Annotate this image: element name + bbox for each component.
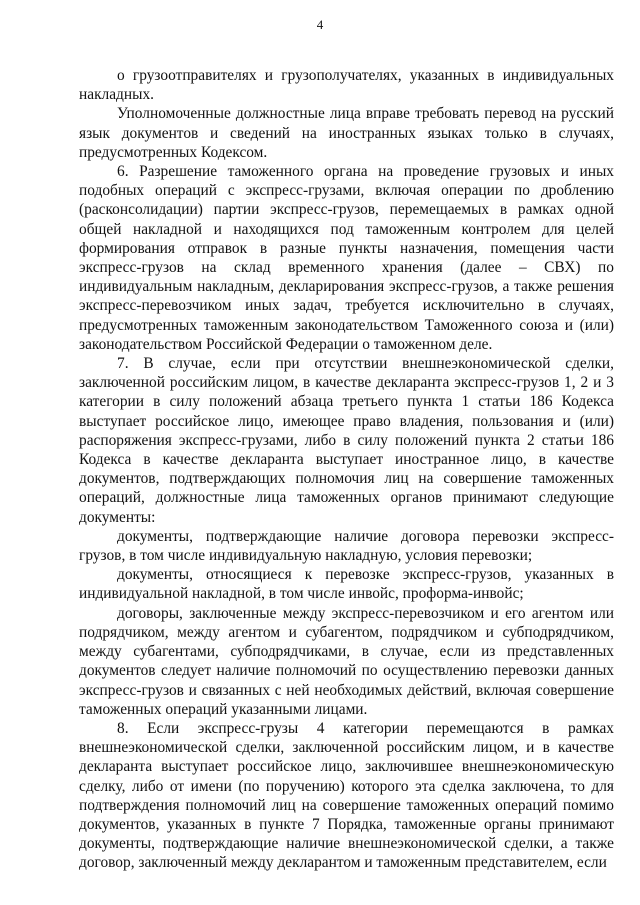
document-body [79, 66, 614, 873]
paragraph-item-7-list-3: договоры, заключенные между экспресс-перевозчиком и его агентом или подрядчиком, между агентом и субагентом, подрядчиком и субподрядчиком, между субагентами, субподрядчиками, в случае, если из представленных документов следует наличие полномочий по осуществлению перевозки данных экспресс-грузов и связанных с ней необходимых действий, включая совершение таможенных операций указанными лицами. [79, 604, 614, 718]
paragraph-continuation: о грузоотправителях и грузополучателях, указанных в индивидуальных накладных. [79, 67, 614, 104]
paragraph-translation-rights: Уполномоченные должностные лица вправе требовать перевод на русский язык документов и сведений на иностранных языках только в случаях, предусмотренных Кодексом. [79, 105, 614, 161]
paragraph-item-7-list-1: документы, подтверждающие наличие договора перевозки экспресс-грузов, в том числе индивидуальную накладную, условия перевозки; [79, 527, 614, 565]
paragraph-item-8: 8. Если экспресс-грузы 4 категории перемещаются в рамках внешнеэкономической сделки, заключенной российским лицом, и в качестве декларанта выступает российское лицо, заключившее внешнеэкономическую сделку, либо от имени (по поручению) которого эта сделка заключена, то для подтверждения полномочий лиц на совершение таможенных операций помимо документов, указанных в пункте 7 Порядка, таможенные органы принимают документы, подтверждающие наличие внешнеэкономической сделки, а также договор, заключенный между декларантом и таможенным представителем, если [79, 719, 614, 872]
paragraph-item-7-list-2: документы, относящиеся к перевозке экспресс-грузов, указанных в индивидуальной накладной, в том числе инвойс, проформа-инвойс; [79, 566, 614, 603]
paragraph-item-7: 7. В случае, если при отсутствии внешнеэкономической сделки, заключенной российским лицом, в качестве декларанта экспресс-грузов 1, 2 и 3 категории в силу положений абзаца третьего пункта 1 статьи 186 Кодекса выступает российское лицо, имеющее право владения, пользования и (или) распоряжения экспресс-грузами, либо в силу положений пункта 2 статьи 186 Кодекса в качестве декларанта выступает иностранное лицо, в качестве документов, подтверждающих полномочия лиц на совершение таможенных операций, должностные лица таможенных органов принимают следующие документы: [79, 355, 614, 526]
paragraph-item-6: 6. Разрешение таможенного органа на проведение грузовых и иных подобных операций с экспресс-грузами, включая операции по дроблению (расконсолидации) партии экспресс-грузов, перемещаемых в рамках одной общей накладной и находящихся под таможенным контролем для целей формирования отправок в разные пункты назначения, помещения части экспресс-грузов на склад временного хранения (далее – СВХ) по индивидуальным накладным, декларирования экспресс-грузов, а также решения экспресс-перевозчиком иных задач, требуется исключительно в случаях, предусмотренных таможенным законодательством Таможенного союза и (или) законодательством Российской Федерации о таможенном деле. [79, 163, 614, 353]
page-number: 4 [316, 17, 324, 32]
